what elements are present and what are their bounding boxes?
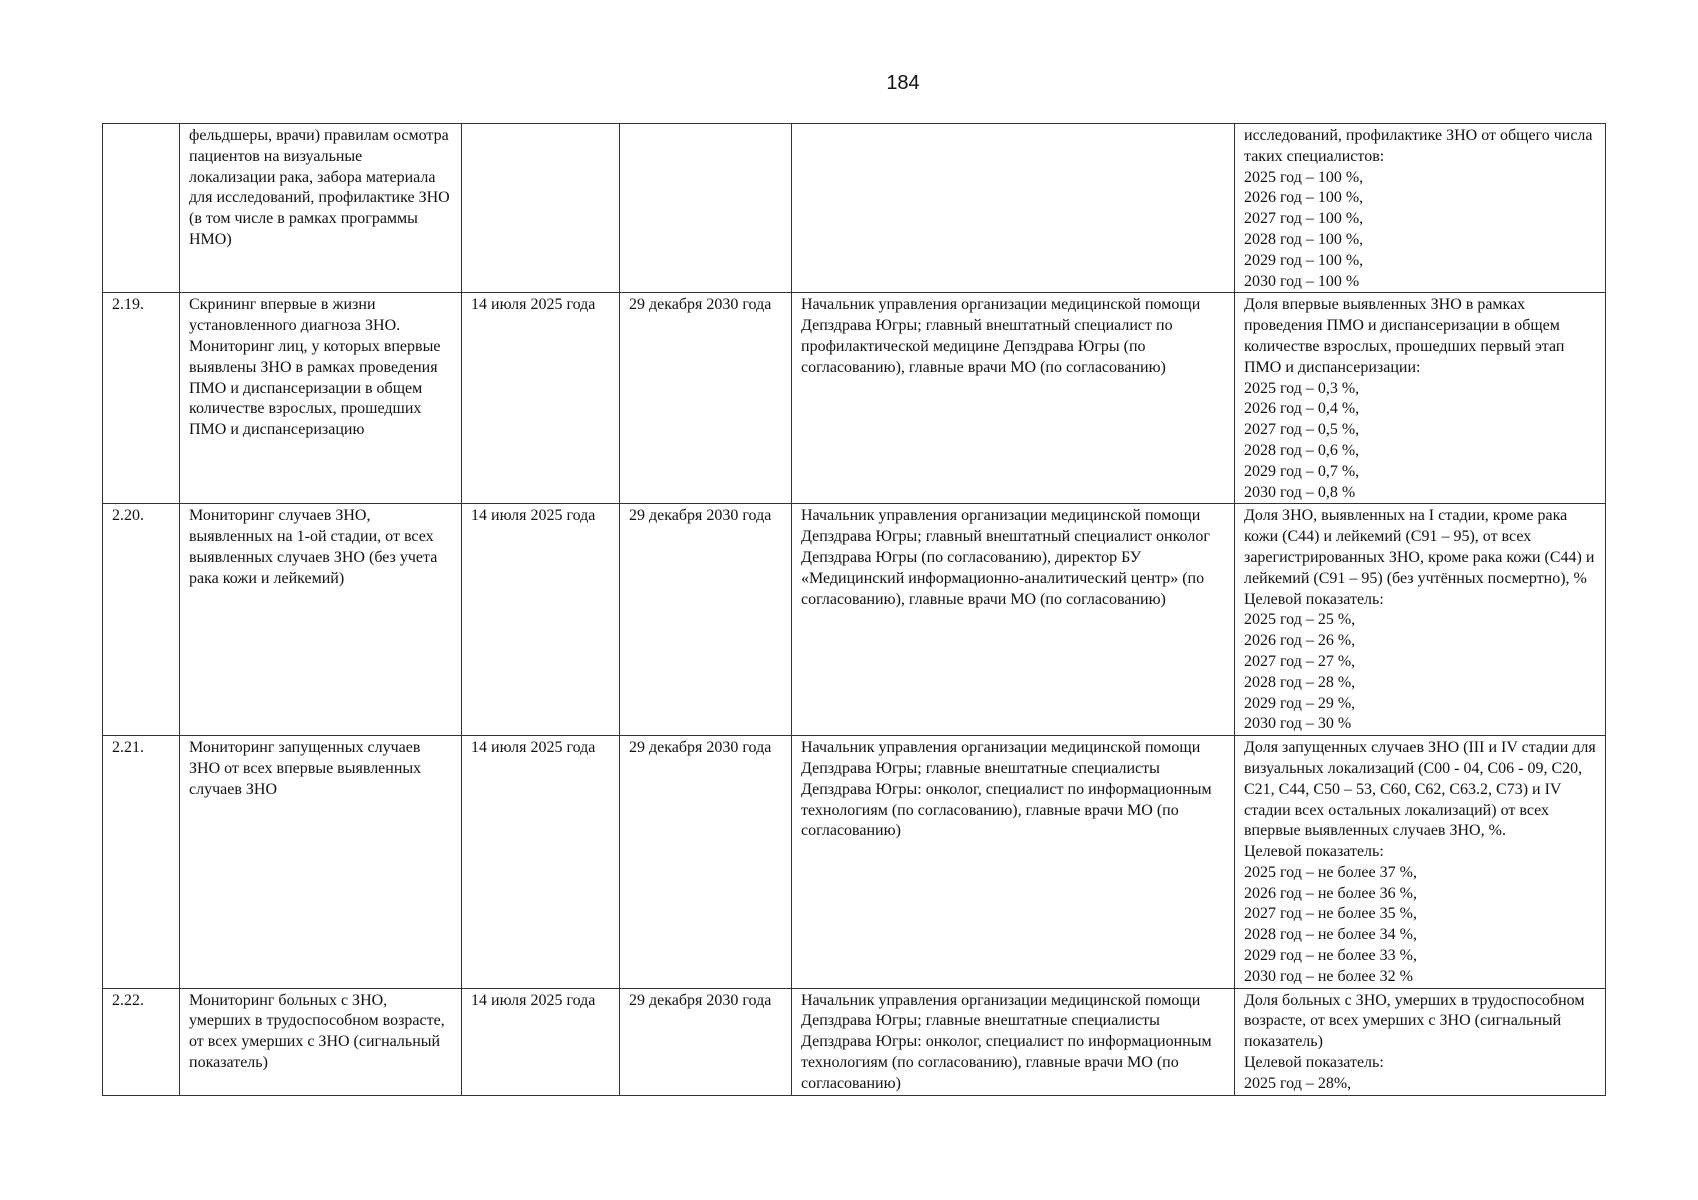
indicator-cell: Доля ЗНО, выявленных на I стадии, кроме рака кожи (С44) и лейкемий (С91 – 95), от всех зарегистрированных ЗНО, кроме рака кожи (С44) и лейкемий (С91 – 95) (без учтённых посмертно), % Целевой показатель: 2025 год – 25 %, 2026 год – 26 %, 2027 год – 27 %, 2028 год – 28 %, 2029 год – 29 %, 2030 год – 30 % xyxy=(1235,504,1606,736)
row-number-cell: 2.19. xyxy=(103,293,180,504)
start-date-cell: 14 июля 2025 года xyxy=(462,293,620,504)
measures-table xyxy=(102,123,1606,1096)
activity-cell: Мониторинг больных с ЗНО, умерших в трудоспособном возрасте, от всех умерших с ЗНО (сигнальный показатель) xyxy=(180,988,462,1095)
end-date-cell: 29 декабря 2030 года xyxy=(620,736,792,989)
indicator-cell: Доля впервые выявленных ЗНО в рамках проведения ПМО и диспансеризации в общем количестве взрослых, прошедших первый этап ПМО и диспансеризации: 2025 год – 0,3 %, 2026 год – 0,4 %, 2027 год – 0,5 %, 2028 год – 0,6 %, 2029 год – 0,7 %, 2030 год – 0,8 % xyxy=(1235,293,1606,504)
row-number-cell: 2.22. xyxy=(103,988,180,1095)
table-row xyxy=(103,988,1606,1095)
start-date-cell: 14 июля 2025 года xyxy=(462,736,620,989)
end-date-cell: 29 декабря 2030 года xyxy=(620,504,792,736)
end-date-cell: 29 декабря 2030 года xyxy=(620,293,792,504)
responsible-cell: Начальник управления организации медицинской помощи Депздрава Югры; главные внештатные специалисты Депздрава Югры: онколог, специалист по информационным технологиям (по согласованию), главные врачи МО (по согласованию) xyxy=(792,988,1235,1095)
responsible-cell: Начальник управления организации медицинской помощи Депздрава Югры; главные внештатные специалисты Депздрава Югры: онколог, специалист по информационным технологиям (по согласованию), главные врачи МО (по согласованию) xyxy=(792,736,1235,989)
table-row xyxy=(103,124,1606,293)
indicator-cell: исследований, профилактике ЗНО от общего числа таких специалистов: 2025 год – 100 %, 2026 год – 100 %, 2027 год – 100 %, 2028 год – 100 %, 2029 год – 100 %, 2030 год – 100 % xyxy=(1235,124,1606,293)
row-number-cell: 2.21. xyxy=(103,736,180,989)
responsible-cell: Начальник управления организации медицинской помощи Депздрава Югры; главный внештатный специалист онколог Депздрава Югры (по согласованию), директор БУ «Медицинский информационно-аналитический центр» (по согласованию), главные врачи МО (по согласованию) xyxy=(792,504,1235,736)
activity-cell: Скрининг впервые в жизни установленного диагноза ЗНО. Мониторинг лиц, у которых впервые выявлены ЗНО в рамках проведения ПМО и диспансеризации в общем количестве взрослых, прошедших ПМО и диспансеризацию xyxy=(180,293,462,504)
start-date-cell: 14 июля 2025 года xyxy=(462,988,620,1095)
table-row xyxy=(103,504,1606,736)
end-date-cell xyxy=(620,124,792,293)
row-number-cell xyxy=(103,124,180,293)
table-row xyxy=(103,293,1606,504)
responsible-cell xyxy=(792,124,1235,293)
indicator-cell: Доля больных с ЗНО, умерших в трудоспособном возрасте, от всех умерших с ЗНО (сигнальный показатель) Целевой показатель: 2025 год – 28%, xyxy=(1235,988,1606,1095)
table-row xyxy=(103,736,1606,989)
activity-cell: Мониторинг запущенных случаев ЗНО от всех впервые выявленных случаев ЗНО xyxy=(180,736,462,989)
page-number: 184 xyxy=(886,72,920,94)
indicator-cell: Доля запущенных случаев ЗНО (III и IV стадии для визуальных локализаций (С00 - 04, С06 - 09, С20, С21, С44, С50 – 53, С60, С62, С63.2, С73) и IV стадии всех остальных локализаций) от всех впервые выявленных случаев ЗНО, %. Целевой показатель: 2025 год – не более 37 %, 2026 год – не более 36 %, 2027 год – не более 35 %, 2028 год – не более 34 %, 2029 год – не более 33 %, 2030 год – не более 32 % xyxy=(1235,736,1606,989)
activity-cell: Мониторинг случаев ЗНО, выявленных на 1-ой стадии, от всех выявленных случаев ЗНО (без учета рака кожи и лейкемий) xyxy=(180,504,462,736)
start-date-cell xyxy=(462,124,620,293)
row-number-cell: 2.20. xyxy=(103,504,180,736)
end-date-cell: 29 декабря 2030 года xyxy=(620,988,792,1095)
start-date-cell: 14 июля 2025 года xyxy=(462,504,620,736)
activity-cell: фельдшеры, врачи) правилам осмотра пациентов на визуальные локализации рака, забора материала для исследований, профилактике ЗНО (в том числе в рамках программы НМО) xyxy=(180,124,462,293)
responsible-cell: Начальник управления организации медицинской помощи Депздрава Югры; главный внештатный специалист по профилактической медицине Депздрава Югры (по согласованию), главные врачи МО (по согласованию) xyxy=(792,293,1235,504)
